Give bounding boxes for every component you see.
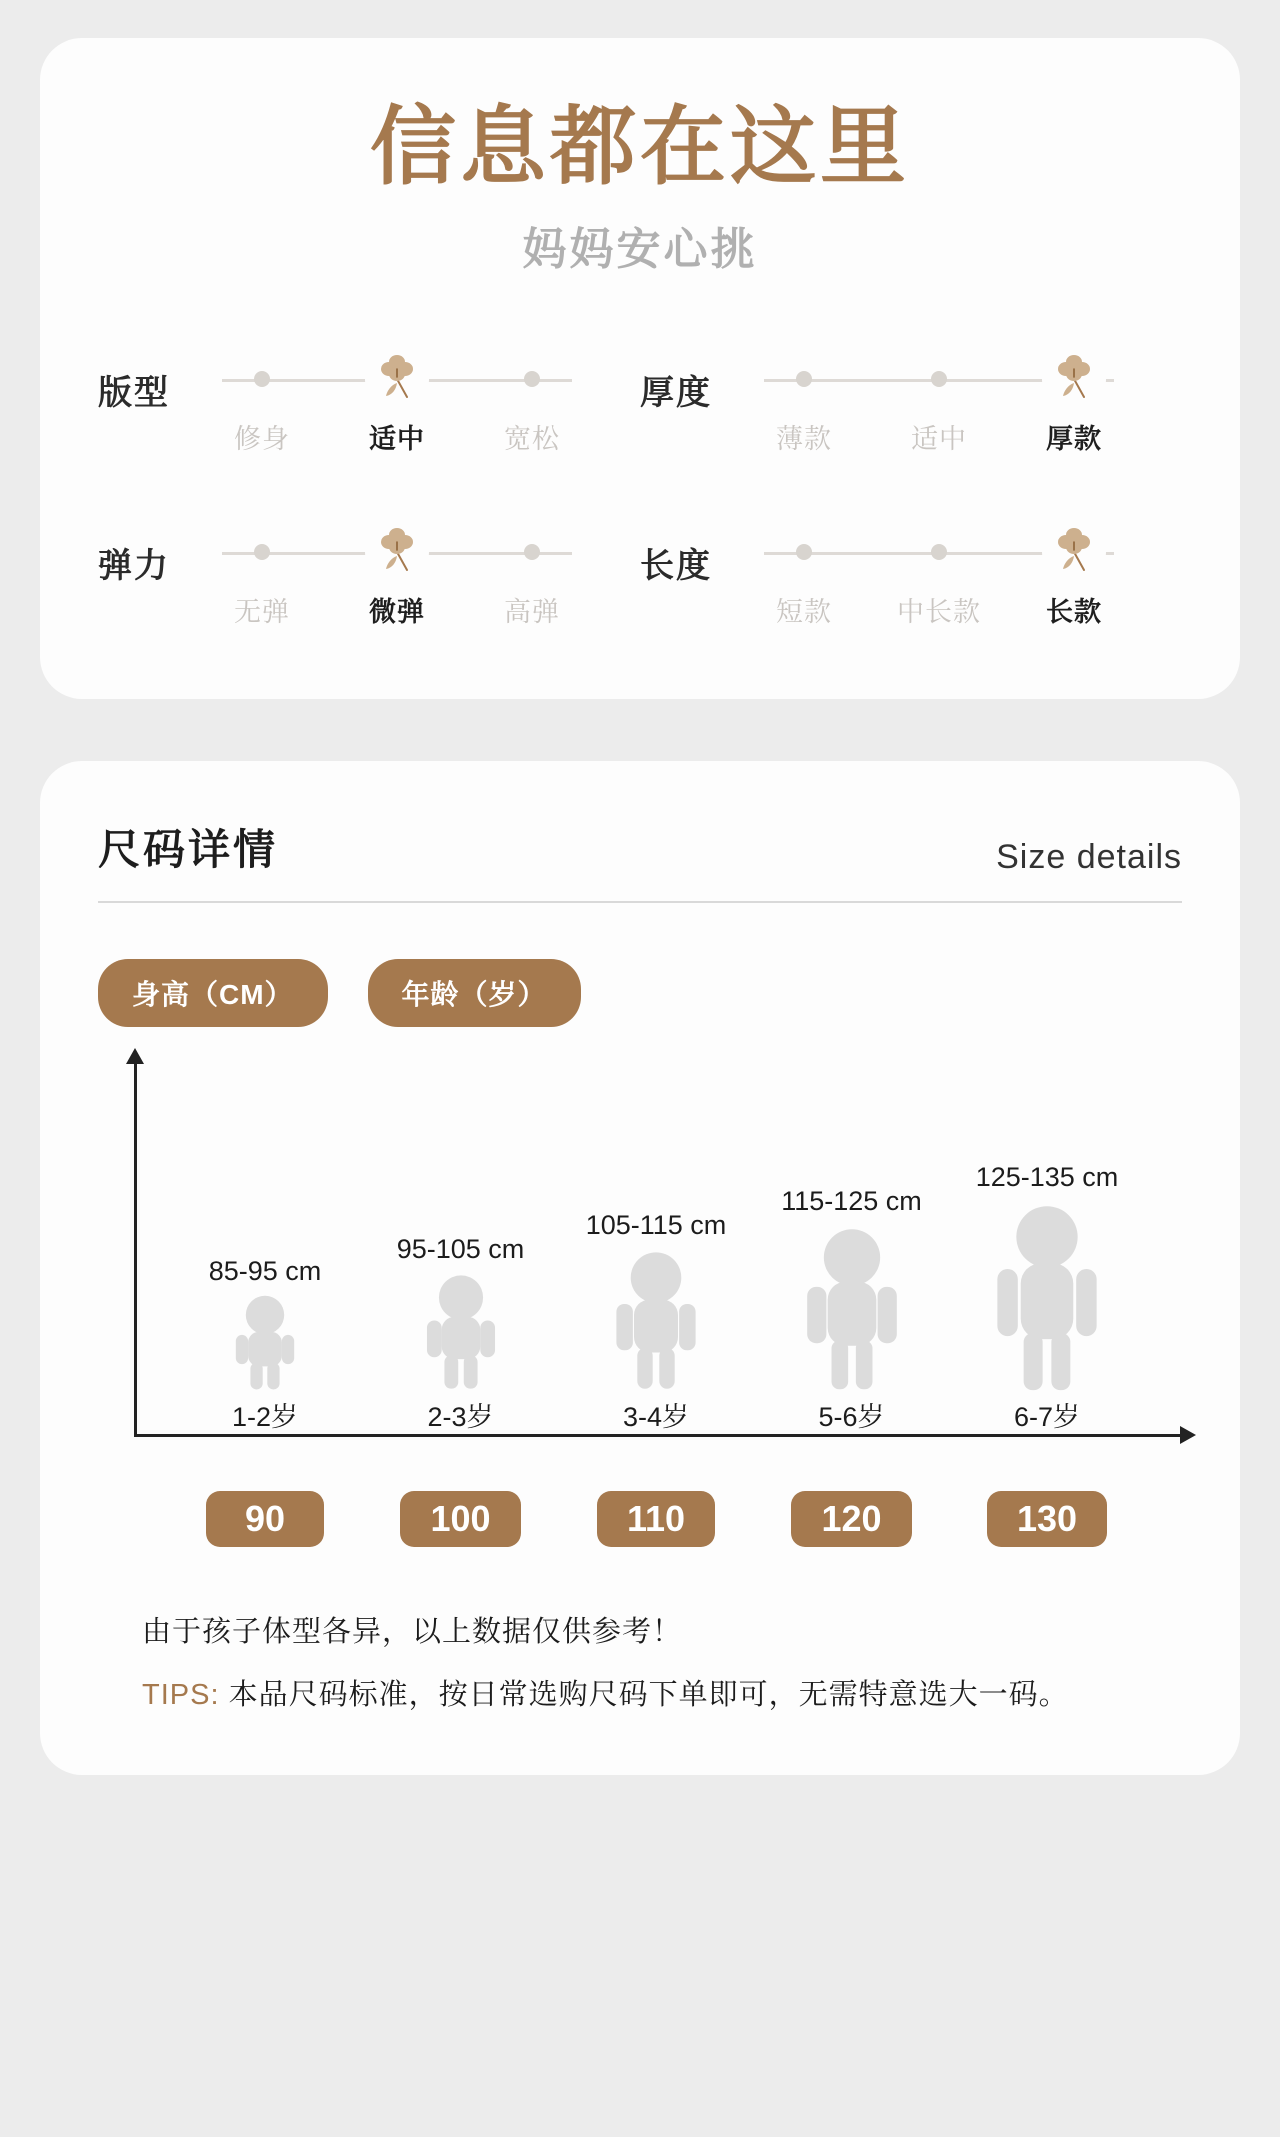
scale-dot [524,544,540,560]
child-silhouette-icon [974,1201,1120,1391]
scale-dot [254,544,270,560]
cotton-flower-icon [365,347,429,411]
attribute-length-label: 长度 [640,546,712,585]
attribute-option: 高弹 [504,596,560,627]
height-label: 105-115 cm [585,1209,727,1240]
attribute-option: 薄款 [776,423,832,454]
age-label: 3-4岁 [622,1401,690,1432]
height-label: 115-125 cm [781,1185,922,1216]
size-chart [98,1061,1182,1481]
attribute-option: 适中 [911,423,967,454]
attribute-option-selected: 厚款 [1046,423,1102,454]
attribute-thickness-scale [754,343,1124,456]
age-label: 2-3岁 [427,1401,494,1432]
attribute-option: 修身 [234,423,290,454]
size-chip[interactable]: 110 [597,1491,715,1547]
attribute-option-selected: 微弹 [369,596,425,627]
size-chip-cell [757,1491,947,1547]
scale-point-0[interactable] [212,516,312,588]
scale-point-1[interactable] [889,343,989,415]
attribute-length-scale [754,516,1124,629]
chart-y-axis [134,1061,137,1437]
size-details-card [40,761,1240,1775]
attribute-fit-label: 版型 [98,373,170,412]
child-silhouette-icon [788,1225,916,1391]
chart-column [952,1162,1142,1434]
scale-point-1[interactable] [889,516,989,588]
child-silhouette-icon [226,1295,304,1391]
attribute-option-selected: 适中 [369,423,425,454]
cotton-flower-icon [1042,347,1106,411]
attribute-elasticity-scale [212,516,582,629]
tips-label: TIPS: [142,1678,220,1711]
size-chip[interactable]: 120 [791,1491,911,1547]
scale-dot [796,371,812,387]
size-details-title-en: Size details [996,837,1182,876]
child-silhouette-icon [415,1273,507,1391]
attribute-length [640,516,1182,629]
attribute-elasticity-label: 弹力 [98,546,170,585]
page-title: 信息都在这里 [370,99,910,195]
legend-height-pill: 身高（CM） [98,959,328,1027]
height-label: 85-95 cm [208,1255,322,1286]
size-chip-cell [366,1491,556,1547]
scale-dot [931,371,947,387]
scale-point-2[interactable] [1024,516,1124,588]
age-label: 5-6岁 [818,1401,885,1432]
attribute-grid [40,343,1240,629]
chart-bars [170,1064,1142,1434]
child-silhouette-icon [601,1249,711,1391]
page-subtitle: 妈妈安心挑 [522,224,758,274]
chart-column [757,1186,947,1434]
axis-legend [98,959,1182,1027]
attribute-elasticity [98,516,640,629]
attribute-option: 宽松 [504,423,560,454]
height-label: 95-105 cm [396,1233,525,1264]
attribute-thickness-label: 厚度 [640,373,712,412]
scale-point-0[interactable] [754,516,854,588]
size-details-title: 尺码详情 [98,825,279,873]
size-note-tips [142,1672,1182,1713]
scale-dot [254,371,270,387]
tips-text: 本品尺码标准，按日常选购尺码下单即可，无需特意选大一码。 [228,1678,1069,1711]
size-chip[interactable]: 100 [400,1491,520,1547]
size-chip-cell [952,1491,1142,1547]
age-label: 1-2岁 [231,1401,299,1432]
size-chip[interactable]: 130 [987,1491,1107,1547]
size-chip-row [98,1491,1182,1547]
scale-point-1[interactable] [347,516,447,588]
scale-point-2[interactable] [482,343,582,415]
attribute-option: 中长款 [897,596,981,627]
chart-column [561,1210,751,1434]
cotton-flower-icon [365,520,429,584]
cotton-flower-icon [1042,520,1106,584]
legend-age-pill: 年龄（岁） [368,959,581,1027]
scale-point-2[interactable] [482,516,582,588]
attribute-option: 短款 [776,596,832,627]
size-note-disclaimer: 由于孩子体型各异，以上数据仅供参考！ [142,1615,683,1648]
chart-column [170,1256,360,1434]
size-details-header [98,817,1182,903]
attribute-fit [98,343,640,456]
scale-point-1[interactable] [347,343,447,415]
attribute-option-selected: 长款 [1046,596,1102,627]
size-chip-cell [170,1491,360,1547]
chart-x-axis [134,1434,1182,1437]
age-label: 6-7岁 [1013,1401,1081,1432]
scale-point-0[interactable] [212,343,312,415]
chart-column [366,1234,556,1434]
height-label: 125-135 cm [975,1161,1119,1192]
product-info-card [40,38,1240,699]
scale-dot [931,544,947,560]
size-notes [98,1609,1182,1713]
scale-point-0[interactable] [754,343,854,415]
size-chip[interactable]: 90 [206,1491,324,1547]
attribute-fit-scale [212,343,582,456]
scale-dot [524,371,540,387]
size-chip-cell [561,1491,751,1547]
scale-dot [796,544,812,560]
scale-point-2[interactable] [1024,343,1124,415]
attribute-thickness [640,343,1182,456]
attribute-option: 无弹 [234,596,290,627]
